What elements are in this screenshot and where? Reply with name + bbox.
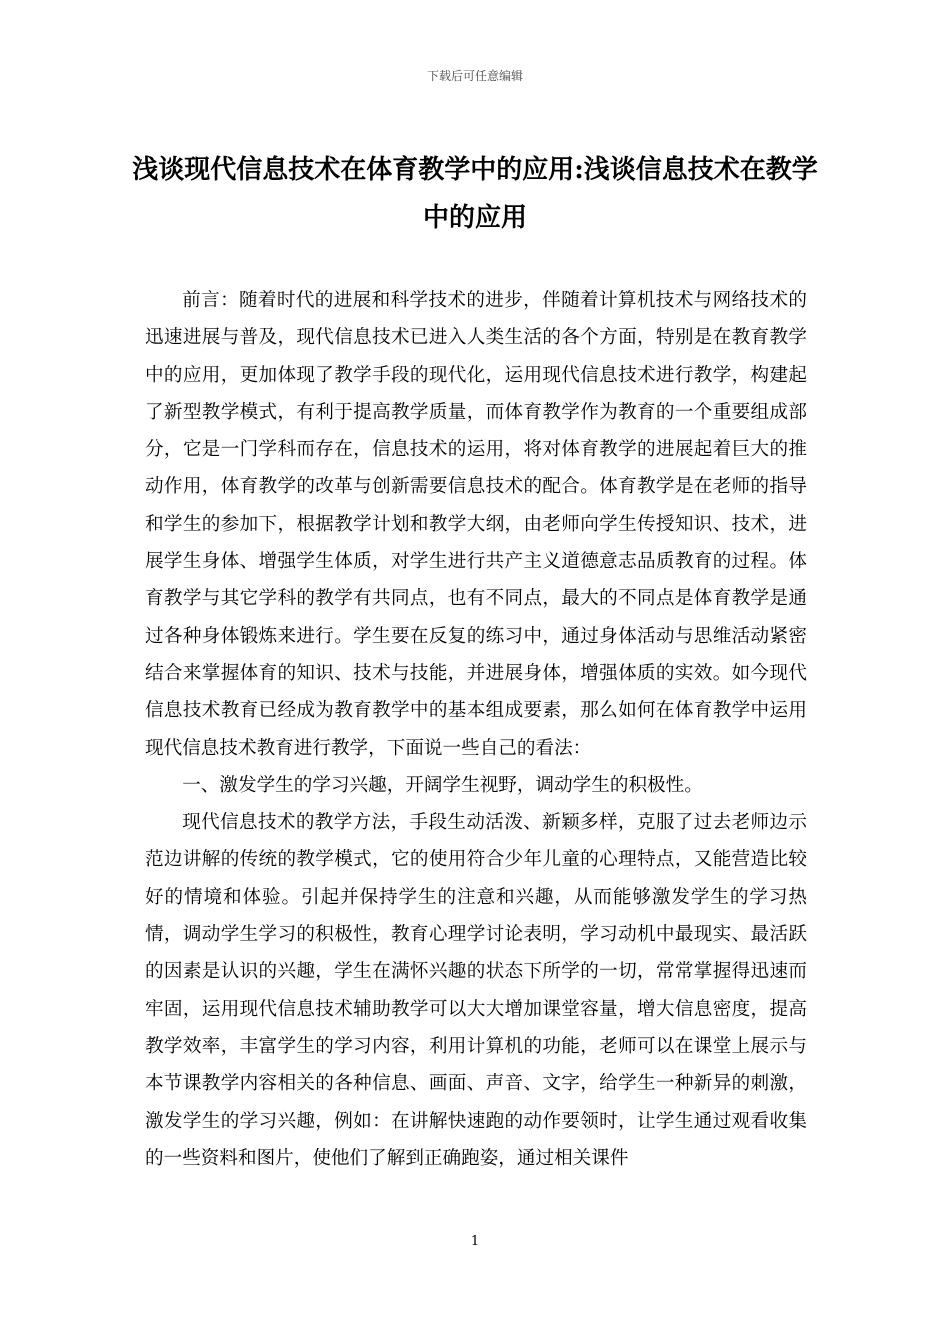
- page-number: 1: [470, 1234, 480, 1249]
- paragraph-section-text: 现代信息技术的教学方法，手段生动活泼、新颖多样，克服了过去老师边示范边讲解的传统的教学模式，它的使用符合少年儿童的心理特点，又能营造比较好的情境和体验。引起并保持学生的注意和兴趣，从而能够激发学生的学习热情，调动学生学习的积极性，教育心理学讨论表明，学习动机中最现实、最活跃的因素是认识的兴趣，学生在满怀兴趣的状态下所学的一切，常常掌握得迅速而牢固，运用现代信息技术辅助教学可以大大增加课堂容量，增大信息密度，提高教学效率，丰富学生的学习内容，利用计算机的功能，老师可以在课堂上展示与本节课教学内容相关的各种信息、画面、声音、文字，给学生一种新异的刺激，激发学生的学习兴趣，例如：在讲解快速跑的动作要领时，让学生通过观看收集的一些资料和图片，使他们了解到正确跑姿，通过相关课件: [145, 812, 807, 1169]
- document-title: 浅谈现代信息技术在体育教学中的应用:浅谈信息技术在教学中的应用: [132, 155, 818, 233]
- page-header-note: 下载后可任意编辑: [426, 69, 523, 83]
- paragraph-section-heading: 一、激发学生的学习兴趣，开阔学生视野，调动学生的积极性。: [182, 774, 703, 796]
- paragraph-preface: 前言：随着时代的进展和科学技术的进步，伴随着计算机技术与网络技术的迅速进展与普及，现代信息技术已进入人类生活的各个方面，特别是在教育教学中的应用，更加体现了教学手段的现代化，运用现代信息技术进行教学，构建起了新型教学模式，有利于提高教学质量，而体育教学作为教育的一个重要组成部分，它是一门学科而存在，信息技术的运用，将对体育教学的进展起着巨大的推动作用，体育教学的改革与创新需要信息技术的配合。体育教学是在老师的指导和学生的参加下，根据教学计划和教学大纲，由老师向学生传授知识、技术，进展学生身体、增强学生体质，对学生进行共产主义道德意志品质教育的过程。体育教学与其它学科的教学有共同点，也有不同点，最大的不同点是体育教学是通过各种身体锻炼来进行。学生要在反复的练习中，通过身体活动与思维活动紧密结合来掌握体育的知识、技术与技能，并进展身体，增强体质的实效。如今现代信息技术教育已经成为教育教学中的基本组成要素，那么如何在体育教学中运用现代信息技术教育进行教学，下面说一些自己的看法：: [145, 290, 807, 759]
- document-body: [145, 282, 807, 1177]
